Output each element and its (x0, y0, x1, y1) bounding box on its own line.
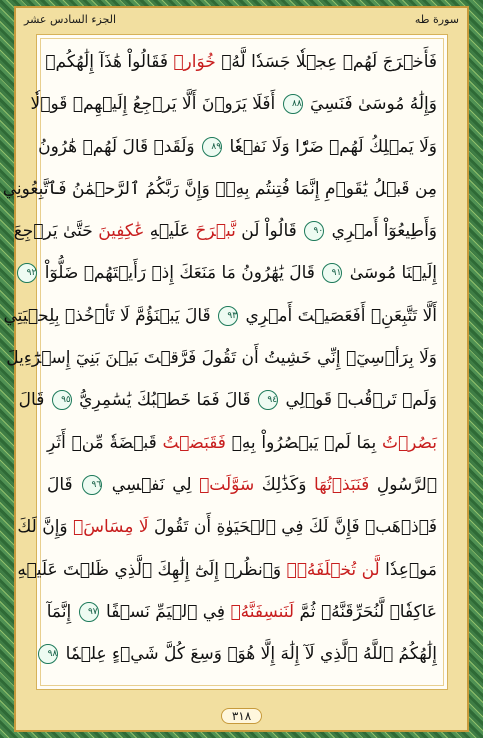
verse-line (47, 464, 437, 506)
verse-text: قَالَ يَبۡنَؤُمَّ لَا تَأۡخُذۡ بِلِحۡيَتِي (3, 305, 217, 326)
ayah-number-marker: ٩٤ (258, 390, 278, 410)
highlighted-word: عَٰكِفِينَ (98, 221, 145, 242)
highlighted-word: فَنَبَذۡتُهَا (314, 474, 370, 495)
verse-line (3, 295, 437, 337)
verse-text: وَكَذَٰلِكَ (254, 474, 315, 495)
ayah-number-marker: ٨٨ (283, 94, 303, 114)
verse-text: فَقَالُواْ هَٰذَآ إِلَٰهُكُمۡ (45, 52, 174, 72)
verse-line (2, 168, 437, 210)
highlighted-word: فَقَبَضۡتُ (162, 432, 226, 453)
page-border (2, 6, 469, 732)
verse-text: قَالَ (18, 390, 50, 411)
ayah-number-marker: ٩٧ (79, 602, 99, 622)
quran-text-panel (2, 34, 448, 690)
ayah-number-marker: ٩٨ (38, 644, 58, 664)
verse-text: قَالَ يَٰهَٰرُونُ مَا مَنَعَكَ إِذۡ رَأَيۡتَهُمۡ ضَلُّوٓاْ (39, 263, 321, 284)
verse-text: قَالُواْ لَن (235, 221, 303, 242)
verse-text: قَبۡضَةٗ مِّنۡ أَثَرِ (47, 432, 163, 453)
verse-text: إِنَّمَآ (46, 601, 77, 622)
verse-line (26, 252, 437, 294)
highlighted-word: بَصُرۡتُ (381, 432, 437, 453)
verse-text: قَالَ (47, 474, 81, 495)
verse-line (47, 633, 437, 675)
verse-text: عَاكِفٗاۖ لَّنُحَرِّقَنَّهُۥ ثُمَّ (294, 601, 437, 622)
verse-line (38, 126, 437, 168)
verse-text: فِي ٱلۡيَمِّ نَسۡفًا (100, 601, 231, 622)
verse-line (18, 379, 437, 421)
verse-text: وَإِلَٰهُ مُوسَىٰ فَنَسِيَ (304, 94, 437, 115)
ayah-number-marker: ٨٩ (202, 137, 222, 157)
verse-text: عَلَيۡهِ (144, 221, 196, 242)
page-header (16, 8, 467, 30)
highlighted-word: لَا مِسَاسَۖ (73, 517, 149, 538)
verse-line (47, 422, 437, 464)
ayah-number-marker: ٩٣ (218, 306, 238, 326)
highlighted-word: خُوَارٞ (173, 52, 216, 72)
ayah-number-marker: ٩٦ (82, 475, 102, 495)
highlighted-word: لَّن تُخۡلَفَهُۥۖ (286, 559, 380, 580)
verse-text: وَإِنَّ لَكَ (17, 517, 74, 538)
verse-line (47, 41, 437, 83)
verse-text: إِلَيۡنَا مُوسَىٰ (344, 263, 437, 284)
verse-text: فَأَخۡرَجَ لَهُمۡ عِجۡلٗا جَسَدٗا لَّهُۥ (215, 52, 437, 72)
verse-text: وَلَقَدۡ قَالَ لَهُمۡ هَٰرُونُ (38, 136, 201, 157)
verse-text: إِلَٰهُكُمُ ٱللَّهُ ٱلَّذِي لَآ إِلَٰهَ إِلَّا هُوَۚ وَسِعَ كُلَّ شَيۡءٍ عِلۡمٗا (60, 644, 437, 665)
verse-line (6, 337, 437, 379)
verse-text: وَلَا بِرَأۡسِيٓۖ إِنِّي خَشِيتُ أَن تَقُولَ فَرَّقۡتَ بَيۡنَ بَنِيٓ إِسۡرَٰٓءِيلَ (6, 348, 437, 369)
verse-text: وَأَطِيعُوٓاْ أَمۡرِي (326, 221, 437, 242)
verse-line (30, 83, 437, 125)
verse-text: وَلَمۡ تَرۡقُبۡ قَوۡلِي (280, 390, 437, 411)
ayah-number-marker: ٩١ (322, 263, 342, 283)
verse-text: بِمَا لَمۡ يَبۡصُرُواْ بِهِۦ (225, 432, 382, 453)
ayah-number-marker: ٩٢ (17, 263, 37, 283)
verse-line (13, 210, 437, 252)
verse-lines (2, 41, 438, 675)
verse-text: أَفَلَا يَرَوۡنَ أَلَّا يَرۡجِعُ إِلَيۡهِمۡ قَوۡلٗا (30, 94, 281, 115)
verse-text: لِي نَفۡسِي (104, 474, 200, 495)
verse-text: قَالَ فَمَا خَطۡبُكَ يَٰسَٰمِرِيُّ (73, 390, 257, 411)
verse-text: ٱلرَّسُولِ (369, 474, 438, 495)
page-number: ٣١٨ (221, 708, 262, 724)
verse-text: فَٱذۡهَبۡ فَإِنَّ لَكَ فِي ٱلۡحَيَوٰةِ أَن تَقُولَ (148, 517, 437, 538)
page-footer (16, 706, 467, 726)
verse-text: وَٱنظُرۡ إِلَىٰٓ إِلَٰهِكَ ٱلَّذِي ظَلۡتَ عَلَيۡهِ (17, 559, 287, 580)
verse-text: وَلَا يَمۡلِكُ لَهُمۡ ضَرّٗا وَلَا نَفۡعٗا (224, 136, 437, 157)
highlighted-word: لَنَنسِفَنَّهُۥ (230, 601, 295, 622)
highlighted-word: نَّبۡرَحَ (195, 221, 236, 242)
verse-line (47, 591, 437, 633)
verse-line (17, 506, 437, 548)
verse-text: حَتَّىٰ يَرۡجِعَ (13, 221, 99, 242)
ayah-number-marker: ٩٠ (304, 221, 324, 241)
verse-line (17, 549, 437, 591)
surah-label: سورة طه (414, 12, 459, 26)
verse-text: مِن قَبۡلُ يَٰقَوۡمِ إِنَّمَا فُتِنتُم بِهِۦۖ وَإِنَّ رَبَّكُمُ ٱلرَّحۡمَٰنُ فَٱتَّبِعُونِي (2, 178, 437, 199)
verse-text: مَوۡعِدٗا (379, 559, 437, 580)
verse-text: أَلَّا تَتَّبِعَنِۖ أَفَعَصَيۡتَ أَمۡرِي (240, 305, 437, 326)
highlighted-word: سَوَّلَتۡ (199, 474, 255, 495)
ayah-number-marker: ٩٥ (52, 390, 72, 410)
juz-label: الجزء السادس عشر (24, 12, 117, 26)
